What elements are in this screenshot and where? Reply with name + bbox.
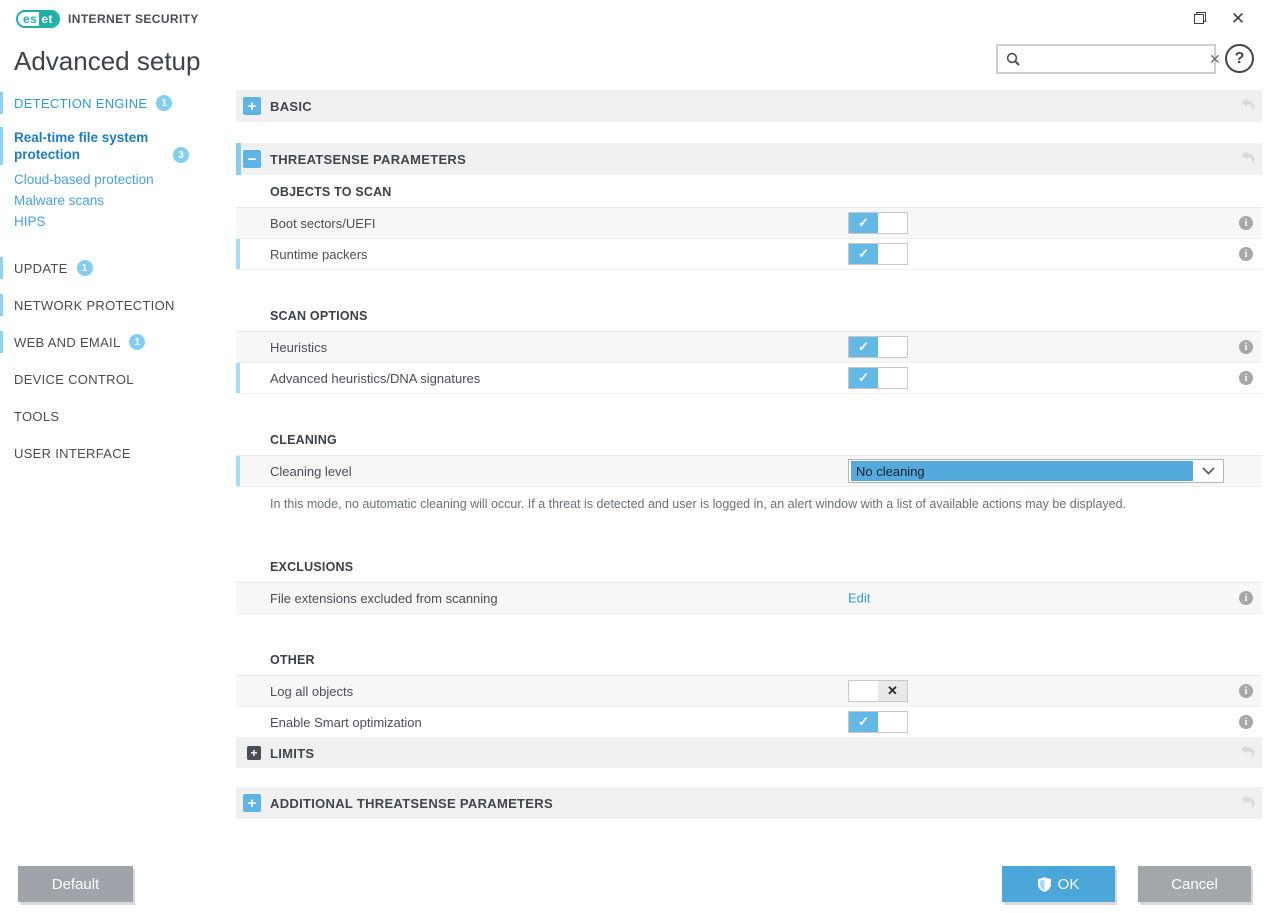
sidebar-item-label: TOOLS [14,408,60,424]
setting-label: Heuristics [270,339,328,355]
toggle-boot-sectors[interactable] [848,212,908,234]
setting-row-smart-optimization [236,707,1262,738]
sidebar-item-hips[interactable] [0,211,236,232]
setting-label: Cleaning level [270,463,352,479]
expand-icon[interactable]: + [243,97,261,115]
group-gap [236,521,1262,550]
sidebar-item-label: WEB AND EMAIL [14,334,121,350]
sidebar-item-device-control[interactable] [0,366,236,392]
collapse-icon[interactable]: − [243,150,261,168]
sidebar-accent-bar [0,92,3,114]
notification-badge: 3 [173,147,189,163]
sidebar-item-network-protection[interactable] [0,292,236,318]
search-input[interactable] [1027,52,1203,67]
revert-icon[interactable] [1239,151,1256,168]
toggle-cross-icon: ✕ [878,681,907,701]
section-gap [236,122,1262,143]
toggle-smart-optimization[interactable] [848,711,908,733]
setting-label: Enable Smart optimization [270,714,422,730]
section-header-threatsense[interactable] [236,143,1262,175]
toggle-check-icon: ✓ [849,213,878,233]
sidebar-item-update[interactable] [0,255,236,281]
info-icon[interactable]: i [1239,715,1253,729]
sidebar [0,90,236,466]
sidebar-item-tools[interactable] [0,403,236,429]
notification-badge: 1 [77,260,93,276]
sidebar-accent-bar [0,294,3,316]
section-header-limits[interactable] [236,738,1262,768]
info-icon[interactable]: i [1239,340,1253,354]
sidebar-item-web-and-email[interactable] [0,329,236,355]
sidebar-item-label: UPDATE [14,260,68,276]
sidebar-item-user-interface[interactable] [0,440,236,466]
section-header-basic[interactable] [236,90,1262,122]
chevron-down-icon [1193,467,1223,475]
sidebar-item-label: HIPS [14,214,46,229]
info-icon[interactable]: i [1239,684,1253,698]
sidebar-item-malware-scans[interactable] [0,190,236,211]
eset-logo [16,10,60,28]
eset-logo-left: es [23,12,38,26]
section-label: ADDITIONAL THREATSENSE PARAMETERS [270,795,553,811]
setting-row-cleaning-level [236,456,1262,487]
ok-button-label: OK [1057,875,1080,893]
setting-row-boot-sectors [236,208,1262,239]
setting-row-file-extensions [236,583,1262,614]
search-box[interactable] [996,44,1221,74]
sidebar-item-realtime-protection[interactable] [0,127,200,165]
section-label: THREATSENSE PARAMETERS [270,151,467,167]
setting-label: Boot sectors/UEFI [270,215,376,231]
setting-row-advanced-heuristics [236,363,1262,394]
page-title: Advanced setup [14,46,201,76]
sidebar-item-label: NETWORK PROTECTION [14,297,175,313]
edit-link[interactable]: Edit [848,590,871,606]
toggle-heuristics[interactable] [848,336,908,358]
close-icon: ✕ [1230,8,1246,28]
setting-label: Advanced heuristics/DNA signatures [270,370,481,386]
setting-label: File extensions excluded from scanning [270,590,498,606]
restore-icon [1194,12,1206,24]
eset-logo-right: et [39,12,58,26]
expand-icon[interactable]: + [243,794,261,812]
expand-icon[interactable]: + [247,746,261,760]
cleaning-level-description: In this mode, no automatic cleaning will occur. If a threat is detected and user is logged in, an alert window with a list of available actions may be displayed. [236,487,1262,521]
setting-label: Runtime packers [270,246,368,262]
brand-header [16,10,199,28]
group-title-scan-options: SCAN OPTIONS [236,299,1262,332]
group-title-objects-to-scan: OBJECTS TO SCAN [236,175,1262,208]
help-icon: ? [1234,49,1245,67]
sidebar-item-label: USER INTERFACE [14,445,131,461]
group-gap [236,270,1262,299]
revert-icon[interactable] [1239,98,1256,115]
toggle-check-icon: ✓ [849,244,878,264]
cancel-button[interactable] [1138,866,1251,902]
sidebar-item-label: Real-time file system protection [14,130,149,162]
help-button[interactable] [1225,44,1254,73]
group-gap [236,614,1262,643]
toggle-runtime-packers[interactable] [848,243,908,265]
notification-badge: 1 [129,334,145,350]
default-button[interactable] [18,866,133,902]
search-icon [1006,52,1021,67]
sidebar-item-detection-engine[interactable] [0,90,236,116]
notification-badge: 1 [156,95,172,111]
restore-window-button[interactable] [1190,8,1210,28]
sidebar-accent-bar [0,257,3,279]
info-icon[interactable]: i [1239,371,1253,385]
window-controls [1190,8,1248,28]
group-gap [236,394,1262,423]
section-gap [236,768,1262,787]
setting-row-runtime-packers [236,239,1262,270]
info-icon[interactable]: i [1239,247,1253,261]
setting-row-heuristics [236,332,1262,363]
sidebar-accent-bar [0,127,3,165]
search-clear-icon[interactable]: ✕ [1209,50,1221,67]
group-title-exclusions: EXCLUSIONS [236,550,1262,583]
group-title-other: OTHER [236,643,1262,676]
group-title-cleaning: CLEANING [236,423,1262,456]
shield-icon [1038,877,1051,892]
settings-panel [236,90,1262,819]
sidebar-item-label: DEVICE CONTROL [14,371,134,387]
default-button-label: Default [51,875,100,893]
info-icon[interactable]: i [1239,591,1253,605]
dropdown-selected-value: No cleaning [851,461,1193,481]
toggle-log-all-objects[interactable] [848,680,908,702]
setting-label: Log all objects [270,683,354,699]
sidebar-item-cloud-protection[interactable] [0,169,236,190]
info-icon[interactable]: i [1239,216,1253,230]
ok-button[interactable] [1002,866,1115,902]
sidebar-item-label: Cloud-based protection [14,172,154,187]
close-window-button[interactable] [1228,8,1248,28]
section-header-additional-threatsense[interactable] [236,787,1262,819]
section-label: LIMITS [270,745,315,761]
revert-icon[interactable] [1239,745,1256,762]
toggle-check-icon: ✓ [849,712,878,732]
setting-row-log-all-objects [236,676,1262,707]
toggle-check-icon: ✓ [849,337,878,357]
sidebar-item-label: DETECTION ENGINE [14,95,148,111]
toggle-advanced-heuristics[interactable] [848,367,908,389]
product-name: INTERNET SECURITY [68,12,199,26]
sidebar-item-label: Malware scans [14,193,105,208]
section-label: BASIC [270,98,312,114]
revert-icon[interactable] [1239,795,1256,812]
cancel-button-label: Cancel [1171,875,1218,893]
cleaning-level-dropdown[interactable] [848,459,1224,483]
toggle-check-icon: ✓ [849,368,878,388]
sidebar-accent-bar [0,331,3,353]
